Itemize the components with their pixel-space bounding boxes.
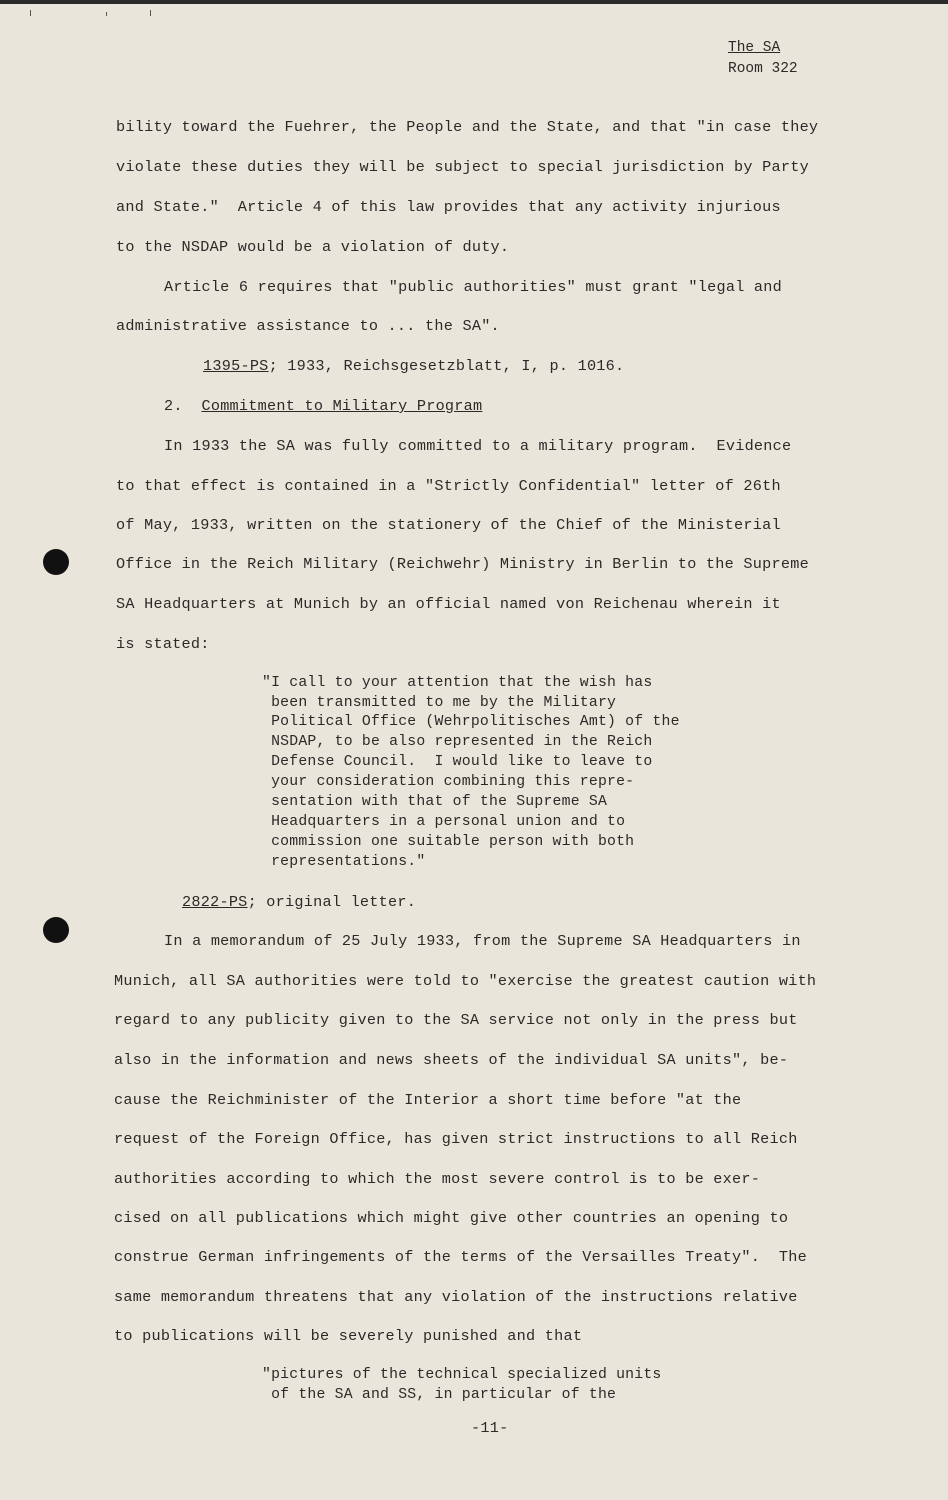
citation-text: ; original letter.: [247, 893, 417, 911]
margin-mark: [30, 10, 31, 16]
text-line: is stated:: [116, 635, 210, 653]
text-line: In a memorandum of 25 July 1933, from the Supreme SA Headquarters in: [164, 932, 801, 950]
punch-hole: [43, 917, 69, 943]
text-line: cause the Reichminister of the Interior a short time before "at the: [114, 1091, 742, 1109]
text-line: same memorandum threatens that any violation of the instructions relative: [114, 1288, 798, 1306]
text-line: and State." Article 4 of this law provides that any activity injurious: [116, 198, 781, 216]
page-header: [728, 38, 798, 80]
text-line: SA Headquarters at Munich by an official named von Reichenau wherein it: [116, 595, 781, 613]
citation: [182, 893, 416, 911]
text-line: request of the Foreign Office, has given strict instructions to all Reich: [114, 1130, 798, 1148]
quote-line: of the SA and SS, in particular of the: [262, 1387, 617, 1403]
text-line: to publications will be severely punished and that: [114, 1327, 583, 1345]
citation-ref: 1395-PS: [203, 357, 269, 375]
quote-line: your consideration combining this repre-: [262, 774, 635, 790]
quote-line: "pictures of the technical specialized units: [262, 1367, 662, 1383]
text-line: to the NSDAP would be a violation of duty.: [116, 238, 510, 256]
section-number: 2.: [164, 397, 183, 415]
text-line: also in the information and news sheets of the individual SA units", be-: [114, 1051, 789, 1069]
quote-line: been transmitted to me by the Military: [262, 695, 617, 711]
text-line: construe German infringements of the terms of the Versailles Treaty". The: [114, 1248, 807, 1266]
margin-mark: [150, 10, 151, 16]
punch-hole: [43, 549, 69, 575]
quote-line: Defense Council. I would like to leave to: [262, 754, 653, 770]
text-line: In 1933 the SA was fully committed to a military program. Evidence: [164, 437, 792, 455]
quote-line: "I call to your attention that the wish has: [262, 675, 653, 691]
text-line: authorities according to which the most severe control is to be exer-: [114, 1170, 761, 1188]
header-room: Room 322: [728, 61, 798, 77]
top-border: [0, 0, 948, 4]
quote-line: Political Office (Wehrpolitisches Amt) of the: [262, 714, 680, 730]
text-line: Munich, all SA authorities were told to "exercise the greatest caution with: [114, 972, 817, 990]
text-line: violate these duties they will be subject to special jurisdiction by Party: [116, 158, 809, 176]
quote-line: representations.": [262, 854, 426, 870]
text-line: to that effect is contained in a "Strictly Confidential" letter of 26th: [116, 477, 781, 495]
quote-line: NSDAP, to be also represented in the Reich: [262, 734, 653, 750]
text-line: Office in the Reich Military (Reichwehr) Ministry in Berlin to the Supreme: [116, 555, 809, 573]
section-title: Commitment to Military Program: [201, 397, 483, 415]
quote-line: sentation with that of the Supreme SA: [262, 794, 608, 810]
header-title: The SA: [728, 40, 781, 56]
citation: [203, 357, 624, 375]
text-line: administrative assistance to ... the SA".: [116, 317, 500, 335]
margin-mark: [106, 12, 107, 16]
quote-line: Headquarters in a personal union and to: [262, 814, 626, 830]
text-line: bility toward the Fuehrer, the People and the State, and that "in case they: [116, 118, 819, 136]
quote-line: commission one suitable person with both: [262, 834, 635, 850]
text-line: Article 6 requires that "public authorities" must grant "legal and: [164, 278, 783, 296]
citation-text: ; 1933, Reichsgesetzblatt, I, p. 1016.: [268, 357, 625, 375]
citation-ref: 2822-PS: [182, 893, 248, 911]
text-line: of May, 1933, written on the stationery of the Chief of the Ministerial: [116, 516, 781, 534]
page-number: -11-: [471, 1419, 509, 1437]
text-line: regard to any publicity given to the SA service not only in the press but: [114, 1011, 798, 1029]
text-line: cised on all publications which might give other countries an opening to: [114, 1209, 789, 1227]
section-heading: [164, 397, 482, 415]
